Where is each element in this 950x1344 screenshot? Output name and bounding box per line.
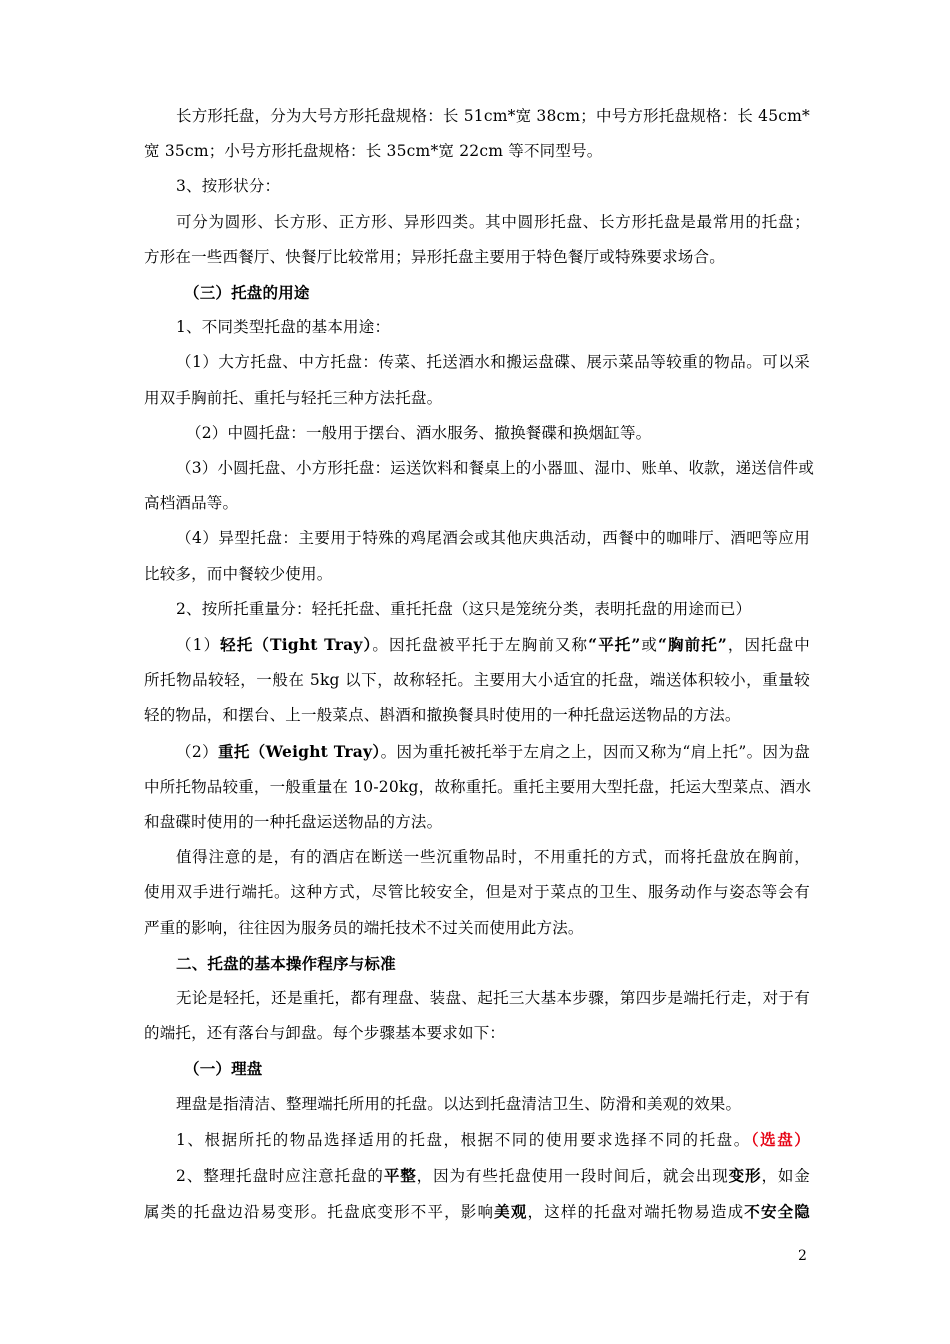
text-line: 理盘是指清洁、整理端托所用的托盘。以达到托盘清洁卫生、防滑和美观的效果。 xyxy=(176,1094,742,1113)
text-line: （2）中圆托盘：一般用于摆台、酒水服务、撤换餐碟和换烟缸等。 xyxy=(186,423,652,442)
text-line: 轻的物品，和摆台、上一般菜点、斟酒和撤换餐具时使用的一种托盘运送物品的方法。 xyxy=(144,706,741,725)
page-number: 2 xyxy=(798,1248,807,1264)
term-flatness: 平整 xyxy=(383,1166,417,1186)
section-heading: 二、托盘的基本操作程序与标准 xyxy=(176,953,396,973)
text-run: （1） xyxy=(176,636,221,655)
text-line: 所托物品较轻，一般在 5kg 以下，故称轻托。主要用大小适宜的托盘，端送体积较小，重量较 xyxy=(144,671,810,690)
document-body xyxy=(144,99,815,1231)
text-line: 长方形托盘，分为大号方形托盘规格：长 51cm*宽 38cm；中号方形托盘规格：长 45cm* xyxy=(176,107,810,125)
text-line: 使用双手进行端托。这种方式，尽管比较安全，但是对于菜点的卫生、服务动作与姿态等会有 xyxy=(144,883,810,902)
text-run: ，这样的托盘对端托物易造成 xyxy=(527,1203,745,1222)
text-line: 可分为圆形、长方形、正方形、异形四类。其中圆形托盘、长方形托盘是最常用的托盘； xyxy=(176,212,810,231)
text-run: 1、根据所托的物品选择适用的托盘，根据不同的使用要求选择不同的托盘。 xyxy=(176,1130,751,1149)
term-safety-hazard: 不安全隐 xyxy=(744,1202,811,1222)
text-line: 比较多，而中餐较少使用。 xyxy=(144,564,333,583)
text-line: 和盘碟时使用的一种托盘运送物品的方法。 xyxy=(144,813,443,832)
text-line: 高档酒品等。 xyxy=(144,494,239,513)
text-line xyxy=(144,1122,810,1158)
text-line: 用双手胸前托、重托与轻托三种方法托盘。 xyxy=(144,388,443,407)
text-line: 3、按形状分： xyxy=(176,177,281,196)
text-line: 中所托物品较重，一般重量在 10-20kg，故称重托。重托主要用大型托盘，托运大型菜点、酒水 xyxy=(144,777,812,796)
text-run: 2、整理托盘时应注意托盘的 xyxy=(176,1167,384,1186)
section-heading: （三）托盘的用途 xyxy=(184,283,310,303)
term-chest-tray: “胸前托” xyxy=(658,635,727,655)
term-deformation: 变形 xyxy=(728,1166,762,1186)
text-line: 1、不同类型托盘的基本用途： xyxy=(176,318,391,337)
section-heading: （一）理盘 xyxy=(184,1059,263,1079)
text-line xyxy=(144,1158,810,1194)
text-line: 严重的影响，往往因为服务员的端托技术不过关而使用此方法。 xyxy=(144,918,584,937)
text-run: 或 xyxy=(640,636,659,655)
text-run: 。因托盘被平托于左胸前又称 xyxy=(372,636,589,655)
text-line: 值得注意的是，有的酒店在断送一些沉重物品时，不用重托的方式，而将托盘放在胸前， xyxy=(176,848,810,867)
text-run: ，如金 xyxy=(761,1167,810,1186)
term-light-tray: 轻托（Tight Tray） xyxy=(220,635,373,655)
term-flat-tray: “平托” xyxy=(588,635,641,655)
text-line: 无论是轻托，还是重托，都有理盘、装盘、起托三大基本步骤，第四步是端托行走，对于有 xyxy=(176,989,810,1008)
text-run: 属类的托盘边沿易变形。托盘底变形不平，影响 xyxy=(144,1203,495,1222)
term-heavy-tray: 重托（Weight Tray） xyxy=(218,741,381,761)
text-line xyxy=(144,1194,810,1230)
text-line xyxy=(144,734,810,770)
text-line: （1）大方托盘、中方托盘：传菜、托送酒水和搬运盘碟、展示菜品等较重的物品。可以采 xyxy=(176,353,810,372)
text-line xyxy=(144,627,810,663)
text-line: （3）小圆托盘、小方形托盘：运送饮料和餐桌上的小器皿、湿巾、账单、收款，递送信件或 xyxy=(176,459,815,478)
text-run: ，因为有些托盘使用一段时间后，就会出现 xyxy=(416,1167,729,1186)
text-line: 宽 35cm；小号方形托盘规格：长 35cm*宽 22cm 等不同型号。 xyxy=(144,142,603,161)
text-run: ，因托盘中 xyxy=(726,636,810,655)
text-run: 。因为重托被托举于左肩之上，因而又称为“肩上托”。因为盘 xyxy=(380,742,810,761)
text-line: 2、按所托重量分：轻托托盘、重托托盘（这只是笼统分类，表明托盘的用途而已） xyxy=(176,599,752,618)
text-line: 的端托，还有落台与卸盘。每个步骤基本要求如下： xyxy=(144,1024,506,1043)
term-appearance: 美观 xyxy=(494,1202,528,1222)
red-note: （选盘） xyxy=(750,1129,810,1149)
text-line: （4）异型托盘：主要用于特殊的鸡尾酒会或其他庆典活动，西餐中的咖啡厅、酒吧等应用 xyxy=(176,529,810,548)
text-run: （2） xyxy=(176,742,219,761)
text-line: 方形在一些西餐厅、快餐厅比较常用；异形托盘主要用于特色餐厅或特殊要求场合。 xyxy=(144,247,725,266)
